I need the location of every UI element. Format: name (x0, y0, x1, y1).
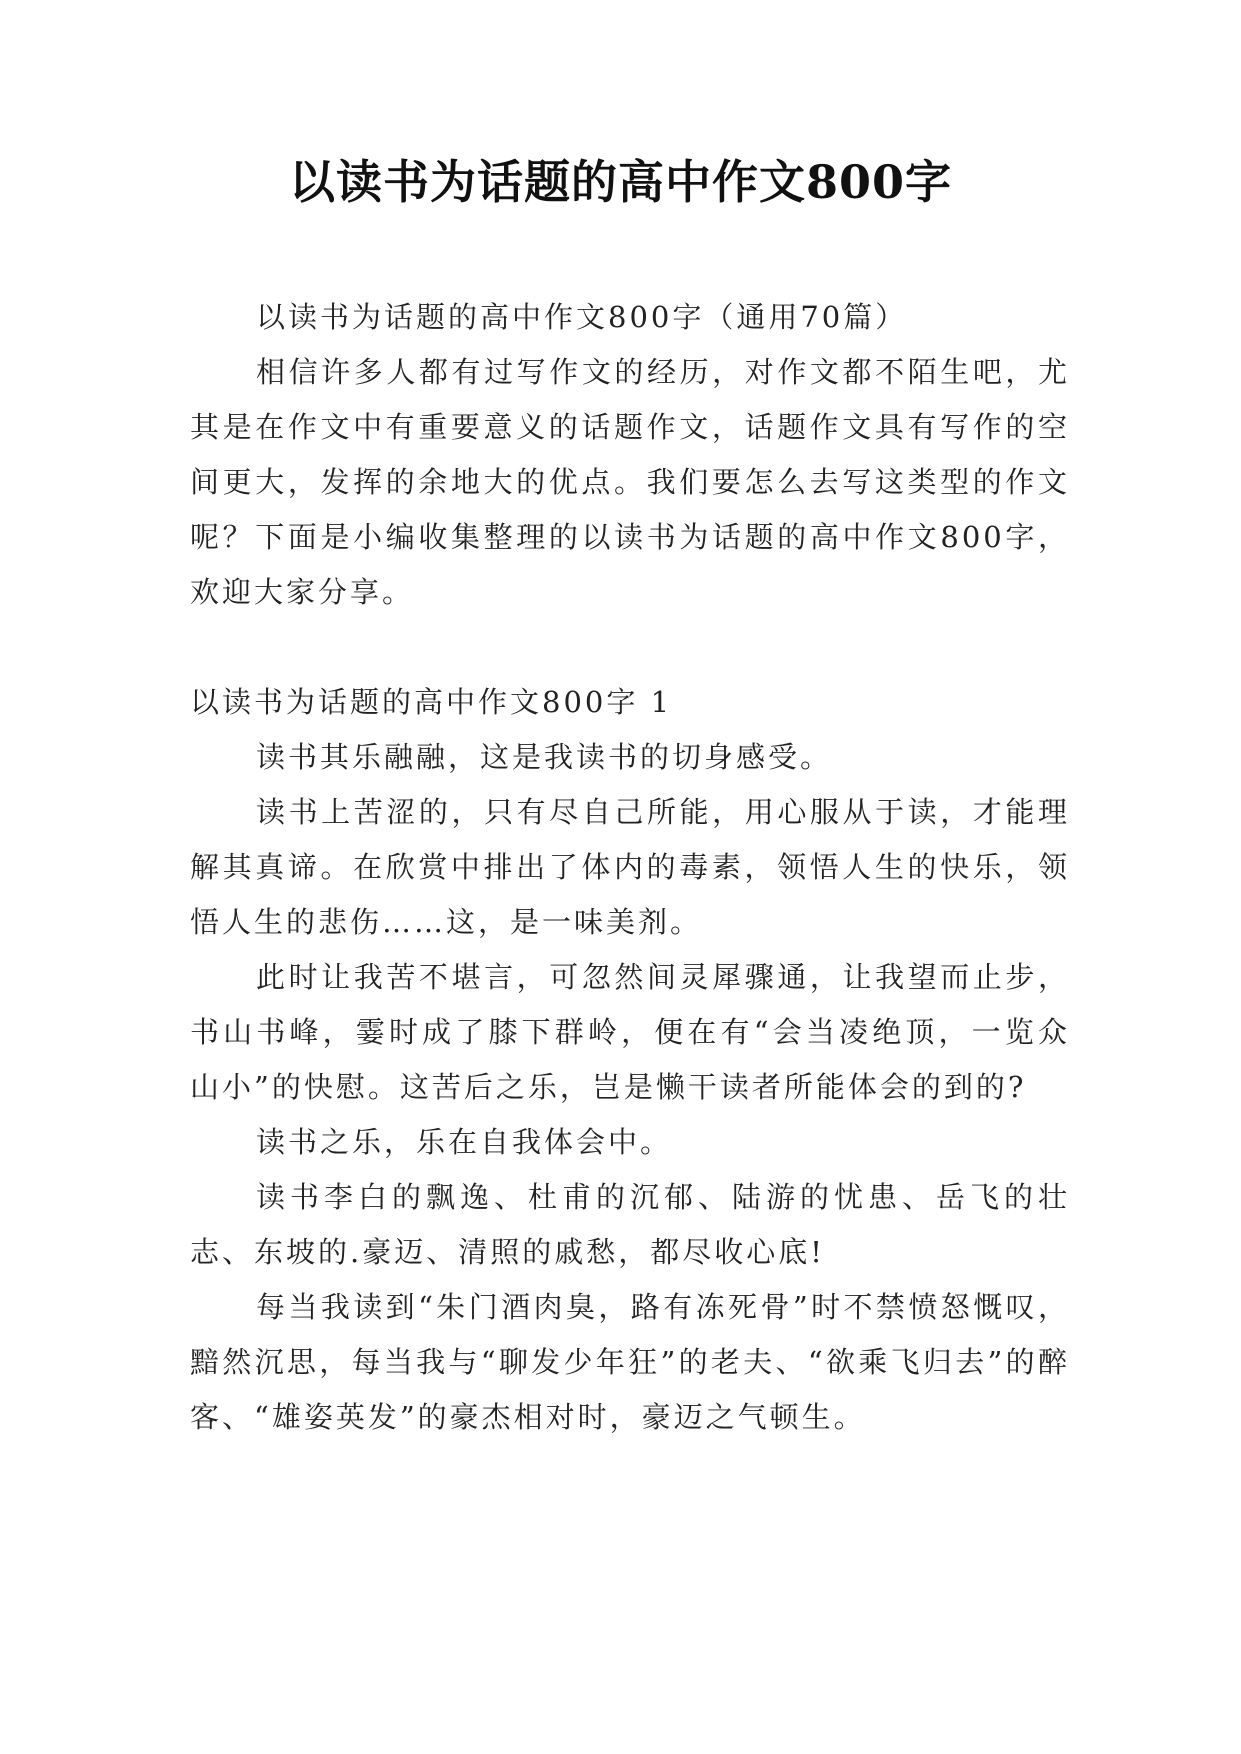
body-paragraph: 读书上苦涩的，只有尽自己所能，用心服从于读，才能理解其真谛。在欣赏中排出了体内的毒素，领悟人生的快乐，领悟人生的悲伤……这，是一味美剂。 (190, 795, 1070, 939)
document-title: 以读书为话题的高中作文800字 (288, 155, 953, 209)
body-paragraph: 读书之乐，乐在自我体会中。 (256, 1125, 673, 1159)
body-paragraph: 每当我读到“朱门酒肉臭，路有冻死骨”时不禁愤怒慨叹，黯然沉思，每当我与“聊发少年狂”的老夫、“欲乘飞归去”的醉客、“雄姿英发”的豪杰相对时，豪迈之气顿生。 (190, 1290, 1070, 1434)
body-paragraph: 此时让我苦不堪言，可忽然间灵犀骤通，让我望而止步，书山书峰，霎时成了膝下群岭，便在有“会当凌绝顶，一览众山小”的快慰。这苦后之乐，岂是懒干读者所能体会的到的? (190, 960, 1070, 1104)
document-body (190, 290, 1070, 1445)
body-paragraph: 读书李白的飘逸、杜甫的沉郁、陆游的忧患、岳飞的壮志、东坡的.豪迈、清照的戚愁，都尽收心底! (190, 1180, 1070, 1269)
intro-subtitle: 以读书为话题的高中作文800字（通用70篇） (256, 300, 908, 334)
intro-paragraph: 相信许多人都有过写作文的经历，对作文都不陌生吧，尤其是在作文中有重要意义的话题作文，话题作文具有写作的空间更大，发挥的余地大的优点。我们要怎么去写这类型的作文呢？下面是小编收集整理的以读书为话题的高中作文800字，欢迎大家分享。 (190, 355, 1070, 609)
body-paragraph: 读书其乐融融，这是我读书的切身感受。 (256, 740, 833, 774)
section-heading: 以读书为话题的高中作文800字 1 (190, 685, 673, 719)
